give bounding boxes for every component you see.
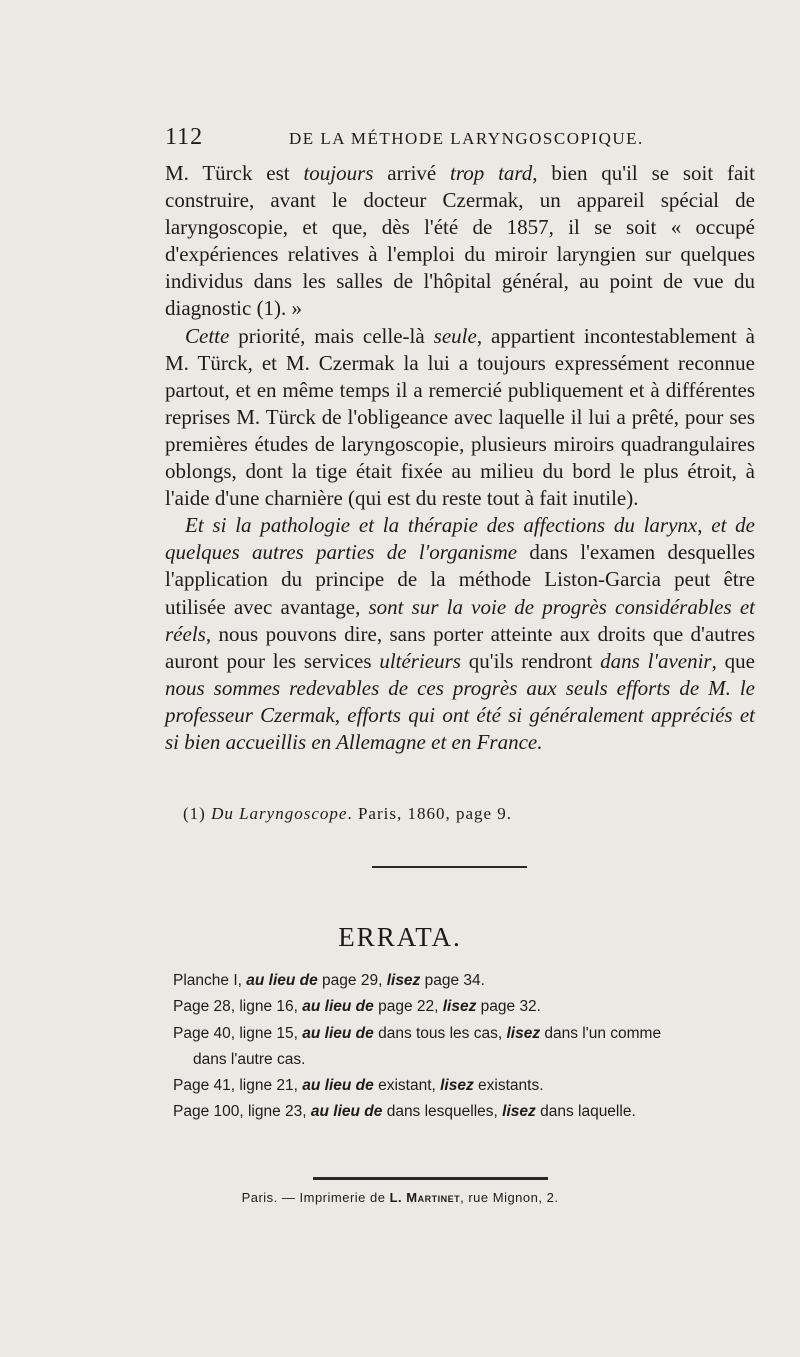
errata-run: dans lesquelles, (382, 1103, 503, 1121)
main-text (165, 160, 755, 756)
errata-run: dans laquelle. (535, 1103, 636, 1121)
para3-run: dans l'avenir (600, 648, 712, 673)
para3-run: Et si la pathologie et la thérapie des affections du larynx (185, 513, 698, 538)
footnote-run: Du Laryngoscope (211, 804, 348, 823)
errata-run: au lieu de (302, 998, 374, 1016)
paragraph-2 (165, 323, 755, 513)
imprint-printer: L. Martinet (389, 1190, 461, 1205)
para3-run: et de quelques autres parties de l'organisme (165, 513, 756, 565)
imprint-prefix: Paris. — Imprimerie de (241, 1190, 390, 1205)
errata-run: page 32. (476, 998, 541, 1016)
running-header (165, 124, 755, 151)
errata-line (173, 1073, 753, 1099)
errata-run: au lieu de (310, 1103, 383, 1121)
errata-run: dans tous les cas, (373, 1024, 507, 1042)
para2-run: , appartient incontestablement à M. Türck, et M. Czermak la lui a toujours expressément reconnue partout, et en même temps il a remercié publiquement et à différentes reprises M. Türck de l'obligeance avec laquelle il lui a prêté, pour ses premières études de laryngoscopie, plusieurs miroirs quadrangulaires oblongs, dont la tige était fixée au milieu du bord le plus étroit, à l'aide d'une charnière (qui est du reste tout à fait inutile). (165, 323, 755, 511)
para3-run: nous sommes redevables de ces progrès aux seuls efforts de M. le professeur Czermak, efforts qui ont été si généralement appréciés et si bien accueillis en Allemagne et en France. (165, 675, 755, 754)
errata-run: lisez (506, 1024, 541, 1042)
page-number: 112 (165, 124, 204, 150)
errata-run: lisez (442, 998, 477, 1016)
errata-line (173, 994, 753, 1020)
errata-run: Page 40, ligne 15, (173, 1024, 303, 1042)
para3-run: , que (711, 648, 755, 673)
footnote (183, 804, 743, 824)
imprint-suffix: , rue Mignon, 2. (460, 1190, 559, 1205)
para2-run: Cette (185, 323, 230, 348)
errata-run: page 22, (373, 998, 443, 1016)
errata-line (173, 1047, 753, 1073)
para3-run: qu'ils rendront (460, 648, 601, 673)
para3-run: , (697, 513, 712, 538)
errata-line (173, 968, 753, 994)
errata-run: lisez (440, 1077, 474, 1095)
errata-run: Planche I, (173, 972, 247, 989)
paragraph-1 (165, 160, 755, 323)
para1-run: trop tard (450, 161, 533, 185)
para2-run: priorité, mais celle-là (229, 323, 434, 348)
errata-run: au lieu de (302, 1077, 374, 1095)
footnote-run: (1) (183, 804, 212, 823)
errata-line (173, 1021, 753, 1047)
para3-run: sont sur la voie de progrès considérables et réels (165, 594, 755, 646)
errata-run: page 29, (317, 972, 387, 989)
errata-heading: ERRATA. (338, 922, 462, 952)
para1-run: arrivé (373, 161, 451, 185)
errata-run: au lieu de (246, 972, 318, 989)
errata-line (173, 1099, 753, 1125)
imprint-divider (313, 1177, 548, 1180)
errata-run: lisez (502, 1103, 536, 1121)
errata-run: existants. (473, 1077, 544, 1095)
para1-run: M. Türck est (165, 161, 304, 185)
paragraph-3 (165, 512, 755, 756)
para3-run: , nous pouvons dire, sans porter atteinte aux droits que d'autres auront pour les services (165, 621, 755, 673)
errata-run: Page 28, ligne 16, (173, 998, 303, 1016)
para2-run: seule (433, 323, 477, 348)
errata-run: au lieu de (302, 1024, 374, 1042)
errata-run: Page 100, ligne 23, (173, 1103, 311, 1121)
para1-run: , bien qu'il se soit fait construire, avant le docteur Czermak, un appareil spécial de laryngoscopie, et que, dès l'été de 1857, il se soit « occupé d'expériences relatives à l'emploi du miroir laryngien sur quelques individus dans les salles de l'hôpital général, au point de vue du diagnostic (1). » (165, 161, 755, 321)
section-divider (372, 866, 527, 868)
errata-run: page 34. (420, 972, 485, 989)
errata-run: lisez (386, 972, 421, 989)
footnote-run: . Paris, 1860, page 9. (347, 804, 513, 823)
errata-list (173, 968, 753, 1126)
printer-imprint (0, 1190, 800, 1205)
para3-run: ultérieurs (379, 648, 461, 673)
para1-run: toujours (303, 161, 374, 185)
errata-run: Page 41, ligne 21, (173, 1077, 303, 1095)
errata-run: dans l'un comme (540, 1024, 662, 1042)
errata-run: existant, (373, 1077, 441, 1095)
para3-run: dans l'examen desquelles l'application du principe de la méthode Liston-Garcia peut être utilisée avec avantage, (165, 540, 755, 619)
running-title: DE LA MÉTHODE LARYNGOSCOPIQUE. (289, 129, 644, 148)
errata-run: dans l'autre cas. (193, 1050, 306, 1068)
